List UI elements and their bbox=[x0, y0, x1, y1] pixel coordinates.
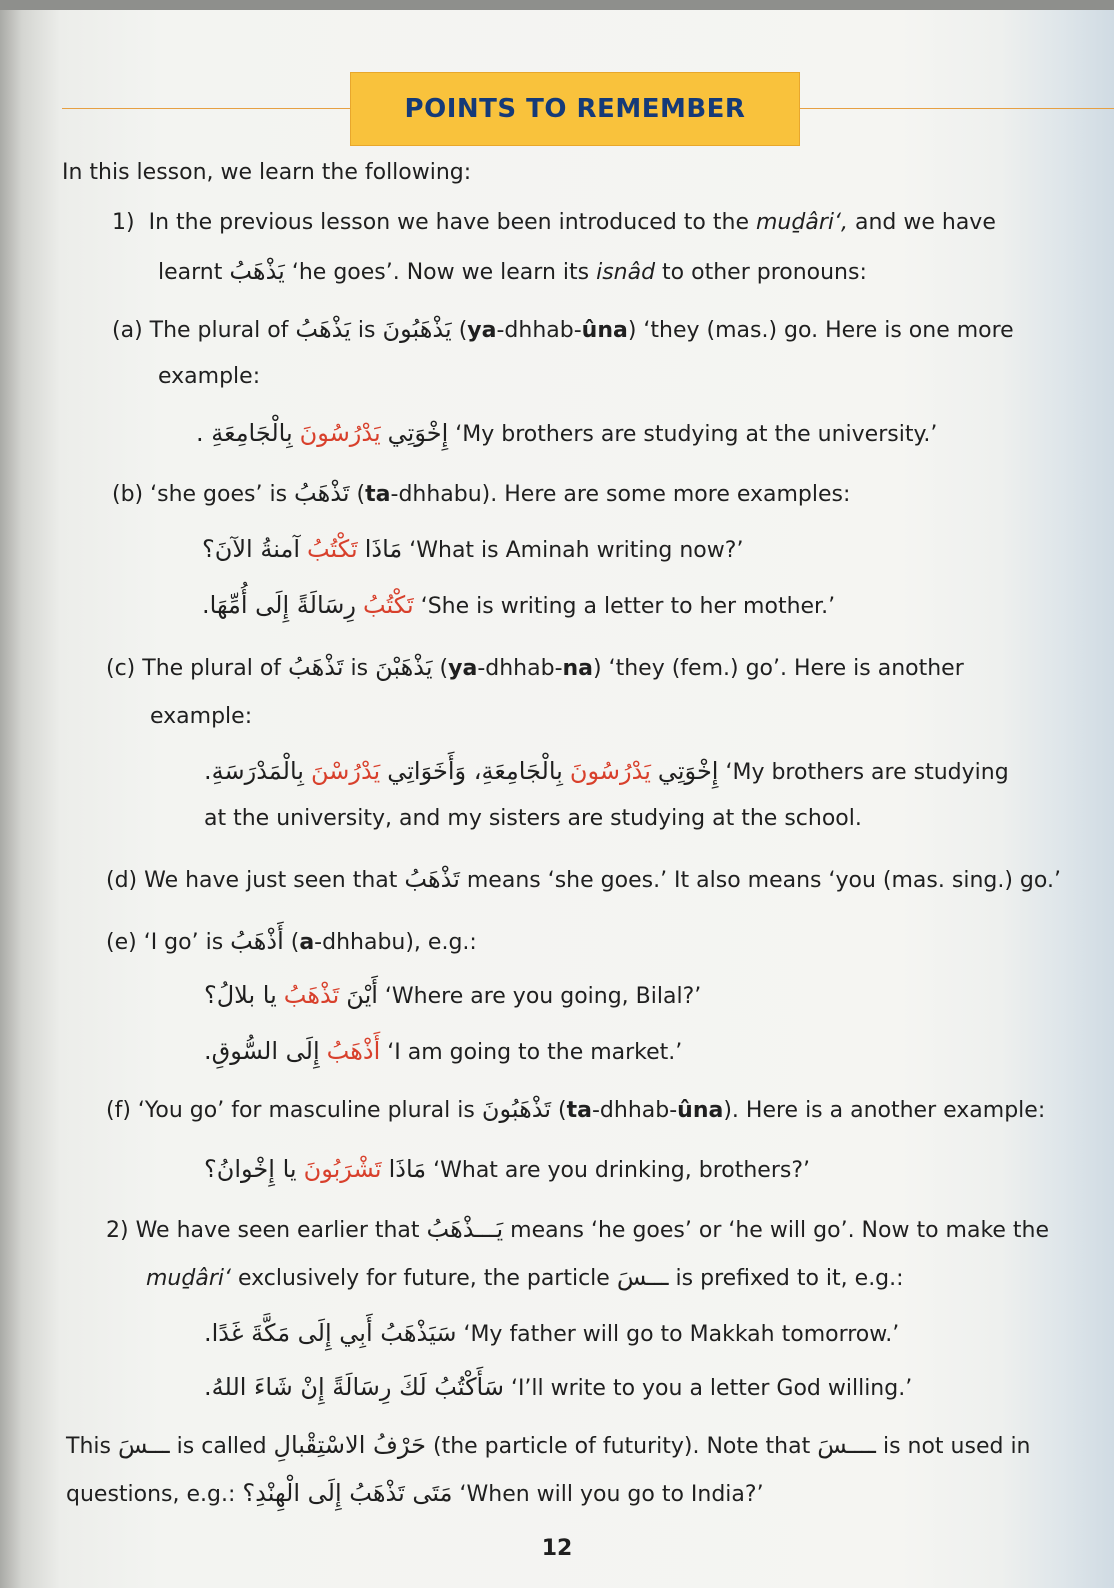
point-f-example: يا إِخْوانُ؟ تَشْرَبُونَ مَاذَا ‘What are you drinking, brothers?’ bbox=[204, 1155, 810, 1183]
closing-line-2: questions, e.g.: مَتَى تَذْهَبُ إِلَى الْهِنْدِ؟ ‘When will you go to India?’ bbox=[66, 1479, 764, 1507]
point-1-line-1: 1) In the previous lesson we have been introduced to the muḏâri‘, and we have bbox=[112, 210, 996, 235]
point-b-example-1: آمنةُ الآنَ؟ تَكْتُبُ مَاذَا ‘What is Aminah writing now?’ bbox=[202, 535, 744, 563]
point-b-example-2: رِسَالَةً إِلَى أُمِّهَا. تَكْتُبُ ‘She is writing a letter to her mother.’ bbox=[202, 591, 836, 619]
closing-line-1: This ـــسَ is called حَرْفُ الاسْتِقْبالِ (the particle of futurity). Note that ــــسَ is not used in bbox=[66, 1431, 1031, 1459]
point-a-line-1: (a) The plural of يَذْهَبُ is يَذْهَبُونَ (ya-dhhab-ûna) ‘they (mas.) go. Here is one more bbox=[112, 315, 1014, 343]
point-d-line: (d) We have just seen that تَذْهَبُ means ‘she goes.’ It also means ‘you (mas. sing.) go.’ bbox=[106, 865, 1061, 893]
point-a-example: بِالْجَامِعَةِ . يَدْرُسُونَ إِخْوَتِي ‘My brothers are studying at the university.’ bbox=[196, 419, 938, 447]
point-e-example-2: إِلَى السُّوقِ. أَذْهَبُ ‘I am going to the market.’ bbox=[204, 1037, 683, 1065]
point-c-line-1: (c) The plural of تَذْهَبُ is يَذْهَبْنَ (ya-dhhab-na) ‘they (fem.) go’. Here is another bbox=[106, 653, 964, 681]
point-2-line-2: muḏâri‘ exclusively for future, the particle ـــسَ is prefixed to it, e.g.: bbox=[146, 1263, 904, 1291]
point-2-line-1: 2) We have seen earlier that يَـــذْهَبُ means ‘he goes’ or ‘he will go’. Now to make the bbox=[106, 1215, 1050, 1243]
points-banner bbox=[350, 72, 800, 146]
point-e-example-1: يا بلالُ؟ تَذْهَبُ أَيْنَ ‘Where are you going, Bilal?’ bbox=[204, 981, 702, 1009]
point-f-line: (f) ‘You go’ for masculine plural is تَذْهَبُونَ (ta-dhhab-ûna). Here is a another example: bbox=[106, 1095, 1046, 1123]
point-2-example-2: سَأَكْتُبُ لَكَ رِسَالَةً إِنْ شَاءَ اللهُ. ‘I’ll write to you a letter God willing.’ bbox=[204, 1373, 913, 1401]
point-c-example-line-1: بِالْمَدْرَسَةِ. يَدْرُسْنَ بِالْجَامِعَةِ، وَأَخَوَاتِي يَدْرُسُونَ إِخْوَتِي ‘My brothers are studying bbox=[204, 757, 1009, 785]
page-top-shadow bbox=[0, 0, 1114, 10]
page-number: 12 bbox=[541, 1536, 573, 1561]
point-e-line: (e) ‘I go’ is أَذْهَبُ (a-dhhabu), e.g.: bbox=[106, 927, 477, 955]
point-2-example-1: سَيَذْهَبُ أَبِي إِلَى مَكَّةَ غَدًا. ‘My father will go to Makkah tomorrow.’ bbox=[204, 1319, 900, 1347]
header-rule-right bbox=[798, 108, 1114, 109]
banner-title: POINTS TO REMEMBER bbox=[404, 94, 746, 124]
point-b-line-1: (b) ‘she goes’ is تَذْهَبُ (ta-dhhabu). Here are some more examples: bbox=[112, 479, 851, 507]
intro-text: In this lesson, we learn the following: bbox=[62, 160, 472, 185]
point-c-line-2: example: bbox=[150, 704, 253, 729]
header-rule-left bbox=[62, 108, 350, 109]
point-c-example-line-2: at the university, and my sisters are studying at the school. bbox=[204, 806, 862, 831]
point-1-line-2: learnt يَذْهَبُ ‘he goes’. Now we learn its isnâd to other pronouns: bbox=[158, 257, 867, 285]
point-a-line-2: example: bbox=[158, 364, 261, 389]
